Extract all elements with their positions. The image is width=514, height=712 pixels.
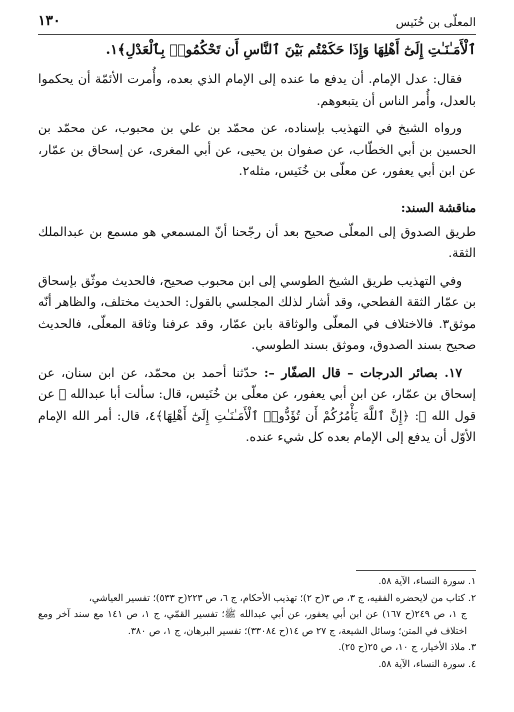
hadith-source-label: ١٧. بصائر الدرجات – قال الصفّار –: [263, 364, 462, 380]
page-number: ١٣٠ [38, 13, 61, 29]
footnote-separator [356, 570, 476, 571]
paragraph-2: ورواه الشيخ في التهذيب بإسناده، عن محمّد بن علي بن محبوب، عن محمّد بن الحسين بن أبي الخطّاب، عن صفوان بن يحيى، عن أبي المغرى، عن إسحاق بن عمّار، عن ابن أبي يعفور، عن معلّى بن خُنَيس، مثله٢. [38, 120, 476, 178]
quran-verse-continuation: ٱلْأَمَـٰنَـٰتِ إِلَىٰٓ أَهْلِهَا وَإِذَا حَكَمْتُم بَيْنَ ٱلنَّاسِ أَن تَحْكُمُوا۟ بِٱلْعَدْلِ﴾١. [105, 42, 476, 58]
page-body [38, 38, 476, 448]
paragraph-4: وفي التهذيب طريق الشيخ الطوسي إلى ابن محبوب صحيح، فالحديث موثّق بإسحاق بن عمّار الثقة الفطحي، وقد أشار لذلك المجلسي بالقول: الحديث مختلف، والظاهر أنّه موثق٣. فالاختلاف في المعلّى والوثاقة بابن عمّار، وقد عرفنا وثاقة المعلّى، فالحديث صحيح بسند الصدوق، وموثق بسند الطوسي. [38, 272, 476, 352]
paragraph-3: طريق الصدوق إلى المعلّى صحيح بعد أن رجّحنا أنّ المسمعي هو مسمع بن عبدالملك الثقة. [38, 223, 476, 260]
footnote-4: ٤. سورة النساء، الآية ٥٨. [378, 658, 476, 670]
running-title: المعلّى بن خُنَيس [395, 15, 476, 29]
footnotes [38, 574, 476, 673]
footnote-2-continued: ج ١، ص ٢٤٩(ح ١٦٧) عن ابن أبي يعفور، عن أبي عبدالله ﷺ؛ تفسير القمّي، ج ١، ص ١٤١ مع سند آخر ومع اختلاف في المتن؛ وسائل الشيعة، ج ٢٧ ص ١٤(ح ٣٣٠٨٤)؛ تفسير البرهان، ج ١، ص ٣٨٠. [38, 609, 467, 637]
footnote-2: ٢. كتاب من لايحضره الفقيه، ج ٣، ص ٣(ح ٢)؛ تهذيب الأحكام، ج ٦، ص ٢٢٣(ح ٥٣٣)؛ تفسير العياشي، [88, 592, 476, 604]
section-heading: مناقشة السند: [400, 199, 476, 215]
hadith-text: حدّثنا أحمد بن محمّد، عن ابن سنان، عن إسحاق بن عمّار، عن ابن أبي يعفور، عن معلّى بن خُنَيس، قال: سألت أبا عبدالله ﷺ عن قول الله ﷻ: ﴿إِنَّ ٱللَّهَ يَأْمُرُكُمْ أَن تُؤَدُّوا۟ ٱلْأَمَـٰنَـٰتِ إِلَىٰٓ أَهْلِهَا﴾٤، قال: أمر الله الإمام الأوّل أن يدفع إلى الإمام بعده كل شيء عنده. [38, 364, 476, 444]
footnote-1: ١. سورة النساء، الآية ٥٨. [378, 576, 476, 587]
page-header [38, 12, 476, 35]
footnote-3: ٣. ملاذ الأخيار، ج ١٠، ص ٢٥(ح ٢٥). [338, 642, 476, 653]
paragraph-1: فقال: عدل الإمام. أن يدفع ما عنده إلى الإمام الذي بعده، وأُمرت الأئمّة أن يحكموا بالعدل، وأُمر الناس أن يتبعوهم. [38, 71, 476, 108]
paragraph-5 [38, 362, 476, 448]
